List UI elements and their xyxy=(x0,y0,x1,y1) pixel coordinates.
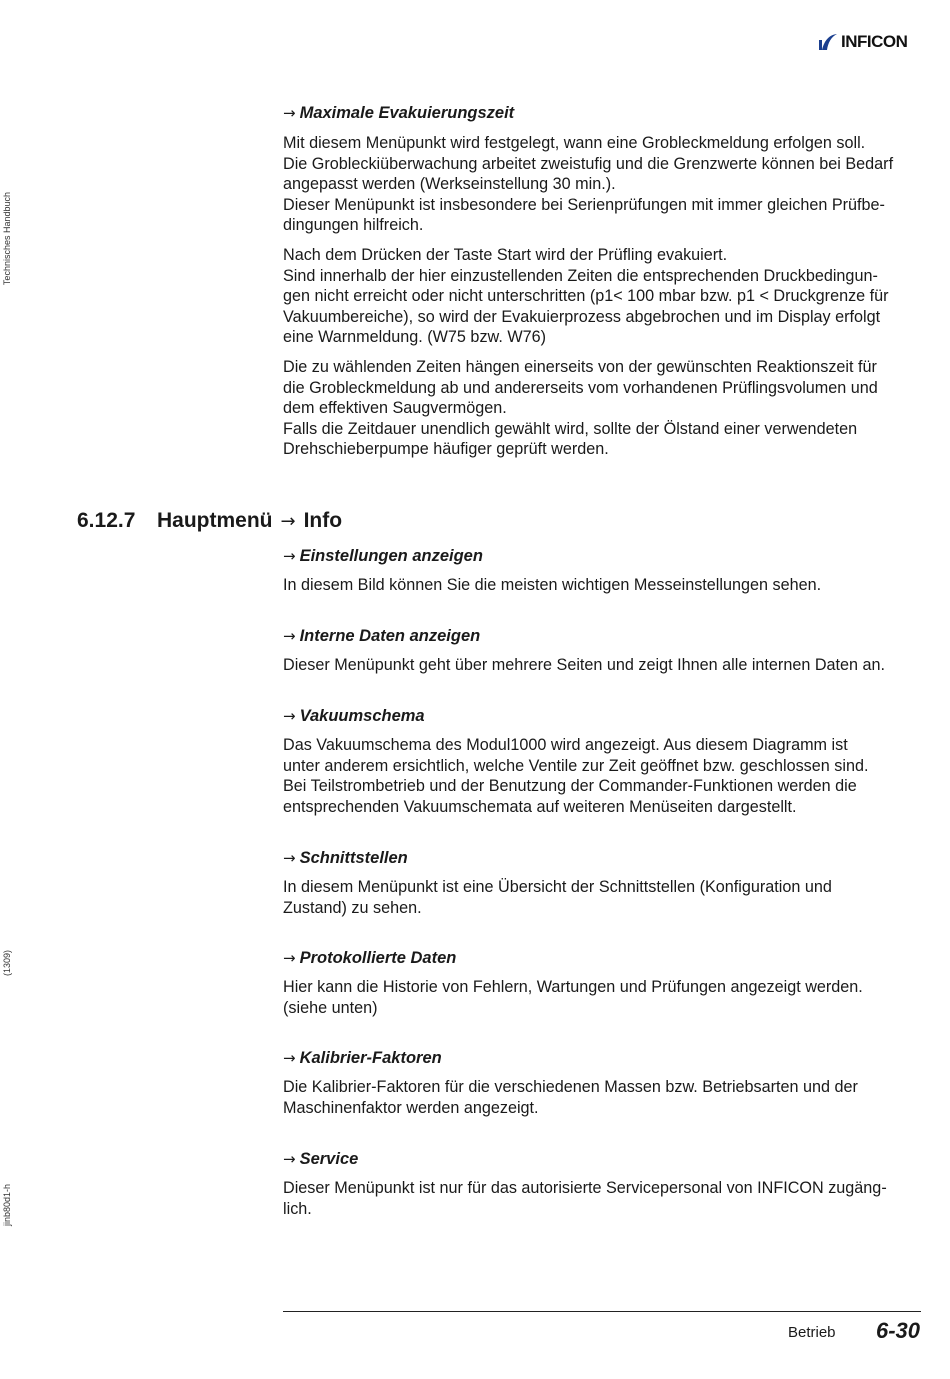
paragraph: Mit diesem Menüpunkt wird festgelegt, wann eine Grobleckmeldung erfolgen soll. Die Grobleckiüberwachung arbeitet zweistufig und die Grenzwerte können bei Bedarf angepasst werden (Werkseinstellung 30 min.). Dieser Menüpunkt ist insbesondere bei Serienprüfungen mit immer gleichen Prüfbe- dingungen hilfreich. xyxy=(283,134,894,235)
arrow-right-icon: → xyxy=(280,511,296,532)
arrow-right-icon: → xyxy=(283,849,296,867)
arrow-right-icon: → xyxy=(283,949,296,967)
arrow-right-icon: → xyxy=(283,547,296,565)
paragraph: Dieser Menüpunkt ist nur für das autorisierte Servicepersonal von INFICON zugäng- lich. xyxy=(283,1179,887,1218)
section-part2: Info xyxy=(303,509,343,532)
subheading-maximale-evakuierungszeit: → Maximale Evakuierungszeit xyxy=(283,104,515,122)
paragraph: In diesem Bild können Sie die meisten wichtigen Messeinstellungen sehen. xyxy=(283,576,822,594)
side-label-docid: jinb80d1-h xyxy=(2,1184,12,1227)
paragraph: Die zu wählenden Zeiten hängen einerseits von der gewünschten Reaktionszeit für die Grobleckmeldung ab und andererseits vom vorhandenen Prüflingsvolumen und dem effektiven Saugvermögen. Falls die Zeitdauer unendlich gewählt wird, sollte der Ölstand einer verwendeten Drehschieberpumpe häufiger geprüft werden. xyxy=(283,358,878,459)
footer-chapter: Betrieb xyxy=(788,1324,836,1341)
arrow-right-icon: → xyxy=(283,1150,296,1168)
logo-text: INFICON xyxy=(841,32,908,51)
page-number: 6-30 xyxy=(876,1318,921,1343)
paragraph: Dieser Menüpunkt geht über mehrere Seiten und zeigt Ihnen alle internen Daten an. xyxy=(283,656,886,674)
paragraph: Hier kann die Historie von Fehlern, Wartungen und Prüfungen angezeigt werden. (siehe unten) xyxy=(283,978,863,1017)
subheading-einstellungen-anzeigen: → Einstellungen anzeigen xyxy=(283,547,483,565)
inficon-logo xyxy=(818,32,907,52)
paragraph: In diesem Menüpunkt ist eine Übersicht der Schnittstellen (Konfiguration und Zustand) zu sehen. xyxy=(283,878,832,917)
subheading-vakuumschema: → Vakuumschema xyxy=(283,707,425,725)
subheading-interne-daten-anzeigen: → Interne Daten anzeigen xyxy=(283,627,481,645)
inficon-swoosh-icon xyxy=(818,32,838,52)
side-label-version: (1309) xyxy=(2,950,12,977)
footer-divider xyxy=(283,1311,921,1312)
arrow-right-icon: → xyxy=(283,707,296,725)
arrow-right-icon: → xyxy=(283,627,296,645)
section-part1: Hauptmenü xyxy=(157,509,273,532)
subheading-protokollierte-daten: → Protokollierte Daten xyxy=(283,949,457,967)
section-heading xyxy=(77,508,342,535)
arrow-right-icon: → xyxy=(283,1049,296,1067)
paragraph: Die Kalibrier-Faktoren für die verschiedenen Massen bzw. Betriebsarten und der Maschinenfaktor werden angezeigt. xyxy=(283,1078,858,1117)
paragraph: Das Vakuumschema des Modul1000 wird angezeigt. Aus diesem Diagramm ist unter anderem ersichtlich, welche Ventile zur Zeit geöffnet bzw. geschlossen sind. Bei Teilstrombetrieb und der Benutzung der Commander-Funktionen werden die entsprechenden Vakuumschemata auf weiteren Menüseiten dargestellt. xyxy=(283,736,869,816)
section-number: 6.12.7 xyxy=(77,509,136,532)
arrow-right-icon: → xyxy=(283,104,296,122)
side-label-handbook: Technisches Handbuch xyxy=(2,192,12,286)
paragraph: Nach dem Drücken der Taste Start wird der Prüfling evakuiert. Sind innerhalb der hier einzustellenden Zeiten die entsprechenden Druckbedingun- gen nicht erreicht oder nicht unterschritten (p1< 100 mbar bzw. p1 < Druckgrenze für Vakuumbereiche), so wird der Evakuierprozess abgebrochen und im Display erfolgt eine Warnmeldung. (W75 bzw. W76) xyxy=(283,246,889,347)
subheading-kalibrier-faktoren: → Kalibrier-Faktoren xyxy=(283,1049,442,1067)
subheading-service: → Service xyxy=(283,1150,359,1168)
subheading-schnittstellen: → Schnittstellen xyxy=(283,849,408,867)
